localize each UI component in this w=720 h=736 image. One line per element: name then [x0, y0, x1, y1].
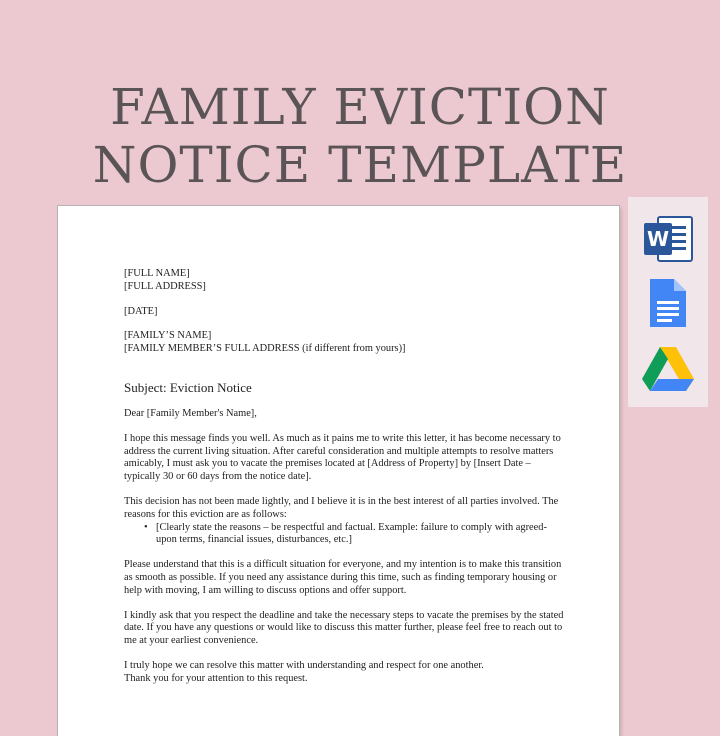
paragraph-4: I kindly ask that you respect the deadline and take the necessary steps to vacate the premises by the stated date. If you have any questions or would like to discuss this matter further, please feel free to reach out to me at your earliest convenience. — [124, 609, 564, 647]
document-preview — [58, 206, 619, 736]
sender-address: [FULL ADDRESS] — [124, 280, 206, 292]
paragraph-2: This decision has not been made lightly, and I believe it is in the best interest of all parties involved. The reasons for this eviction are as follows: — [124, 495, 559, 520]
word-icon — [640, 213, 696, 265]
paragraph-3: Please understand that this is a difficult situation for everyone, and my intention is to make this transition as smooth as possible. If you need any assistance during this time, such as finding temporary housing or help with moving, I am willing to discuss options and offer support. — [124, 559, 562, 596]
app-icon-panel — [628, 197, 708, 407]
google-docs-icon — [640, 277, 696, 329]
paragraph-1: I hope this message finds you well. As much as it pains me to write this letter, it has become necessary to address the current living situation. After careful consideration and multiple attempts to resolve matters amicably, I must ask you to vacate the premises located at [Address of Property] by [Insert Date – typically 30 or 60 days from the notice date]. — [124, 432, 561, 483]
recipient-name: [FAMILY’S NAME] — [124, 330, 212, 342]
sender-name: [FULL NAME] — [124, 268, 190, 279]
paragraph-5-line-1: I truly hope we can resolve this matter with understanding and respect for one another. — [124, 659, 484, 671]
google-drive-icon — [640, 343, 696, 395]
bullet-text: [Clearly state the reasons – be respectful and factual. Example: failure to comply with agreed-upon terms, financial issues, disturbances, etc.] — [156, 521, 547, 546]
bullet-icon: • — [144, 521, 148, 533]
letter-body — [124, 268, 564, 686]
letter-subject: Subject: Eviction Notice — [124, 379, 252, 395]
headline-line-1: FAMILY EVICTION — [110, 78, 610, 136]
recipient-address: [FAMILY MEMBER’S FULL ADDRESS (if different from yours)] — [124, 343, 406, 355]
headline-line-2: NOTICE TEMPLATE — [92, 136, 628, 194]
page-headline — [0, 78, 720, 194]
word-letter: W — [646, 227, 670, 251]
salutation: Dear [Family Member's Name], — [124, 407, 257, 419]
letter-date: [DATE] — [124, 305, 158, 317]
paragraph-5-line-2: Thank you for your attention to this request. — [124, 672, 308, 684]
reason-bullet — [124, 522, 564, 548]
